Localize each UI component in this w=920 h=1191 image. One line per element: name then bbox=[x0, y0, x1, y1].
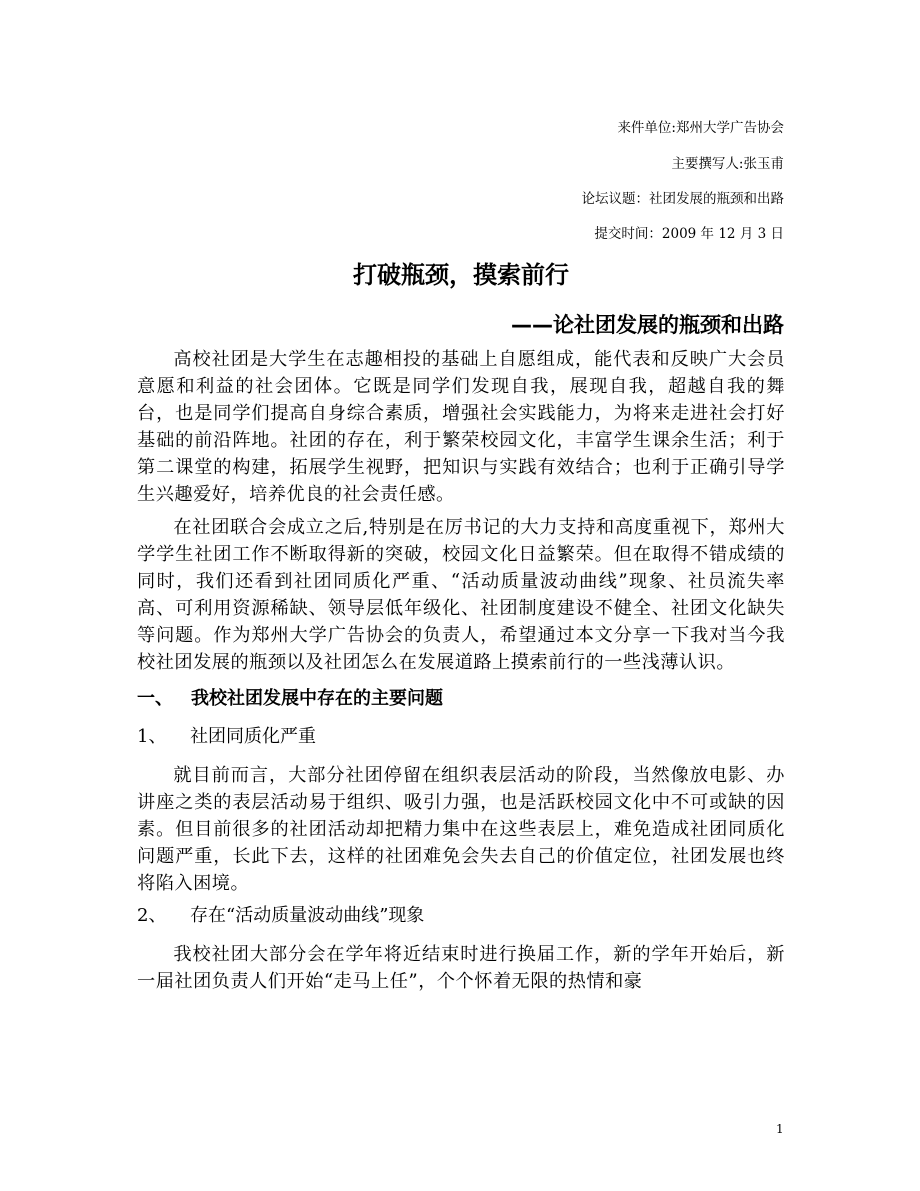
subsection-heading bbox=[137, 724, 785, 750]
paragraph: 我校社团大部分会在学年将近结束时进行换届工作，新的学年开始后，新一届社团负责人们开始“走马上任”，个个怀着无限的热情和豪 bbox=[137, 944, 785, 992]
paragraph: 高校社团是大学生在志趣相投的基础上自愿组成，能代表和反映广大会员意愿和利益的社会团体。它既是同学们发现自我，展现自我，超越自我的舞台，也是同学们提高自身综合素质，增强社会实践能力，为将来走进社会打好基础的前沿阵地。社团的存在，利于繁荣校园文化，丰富学生课余生活；利于第二课堂的构建，拓展学生视野，把知识与实践有效结合；也利于正确引导学生兴趣爱好，培养优良的社会责任感。 bbox=[137, 349, 785, 505]
meta-topic: 论坛议题：社团发展的瓶颈和出路 bbox=[581, 191, 784, 207]
section-title: 我校社团发展中存在的主要问题 bbox=[191, 688, 443, 709]
paragraph: 就目前而言，大部分社团停留在组织表层活动的阶段，当然像放电影、办讲座之类的表层活动易于组织、吸引力强，也是活跃校园文化中不可或缺的因素。但目前很多的社团活动却把精力集中在这些表层上，难免造成社团同质化问题严重，长此下去，这样的社团难免会失去自己的价值定位，社团发展也终将陷入困境。 bbox=[137, 765, 785, 894]
subsection-title: 社团同质化严重 bbox=[190, 726, 316, 747]
page-number: 1 bbox=[776, 1122, 784, 1136]
meta-date: 提交时间：2009 年 12 月 3 日 bbox=[594, 226, 784, 242]
meta-organization: 来件单位:郑州大学广告协会 bbox=[617, 120, 784, 136]
section-number: 一、 bbox=[137, 688, 173, 709]
document-subtitle: ——论社团发展的瓶颈和出路 bbox=[511, 313, 784, 337]
paragraph: 在社团联合会成立之后,特别是在厉书记的大力支持和高度重视下，郑州大学学生社团工作不断取得新的突破，校园文化日益繁荣。但在取得不错成绩的同时，我们还看到社团同质化严重、“活动质量波动曲线”现象、社员流失率高、可利用资源稀缺、领导层低年级化、社团制度建设不健全、社团文化缺失等问题。作为郑州大学广告协会的负责人，希望通过本文分享一下我对当今我校社团发展的瓶颈以及社团怎么在发展道路上摸索前行的一些浅薄认识。 bbox=[137, 517, 785, 673]
subsection-number: 1、 bbox=[137, 726, 167, 747]
subsection-number: 2、 bbox=[137, 905, 167, 926]
document-body bbox=[137, 346, 785, 1001]
section-heading bbox=[137, 686, 785, 712]
meta-author: 主要撰写人:张玉甫 bbox=[671, 156, 784, 172]
subsection-heading bbox=[137, 903, 785, 929]
document-title: 打破瓶颈，摸索前行 bbox=[353, 261, 569, 289]
subsection-title: 存在“活动质量波动曲线”现象 bbox=[190, 905, 425, 926]
